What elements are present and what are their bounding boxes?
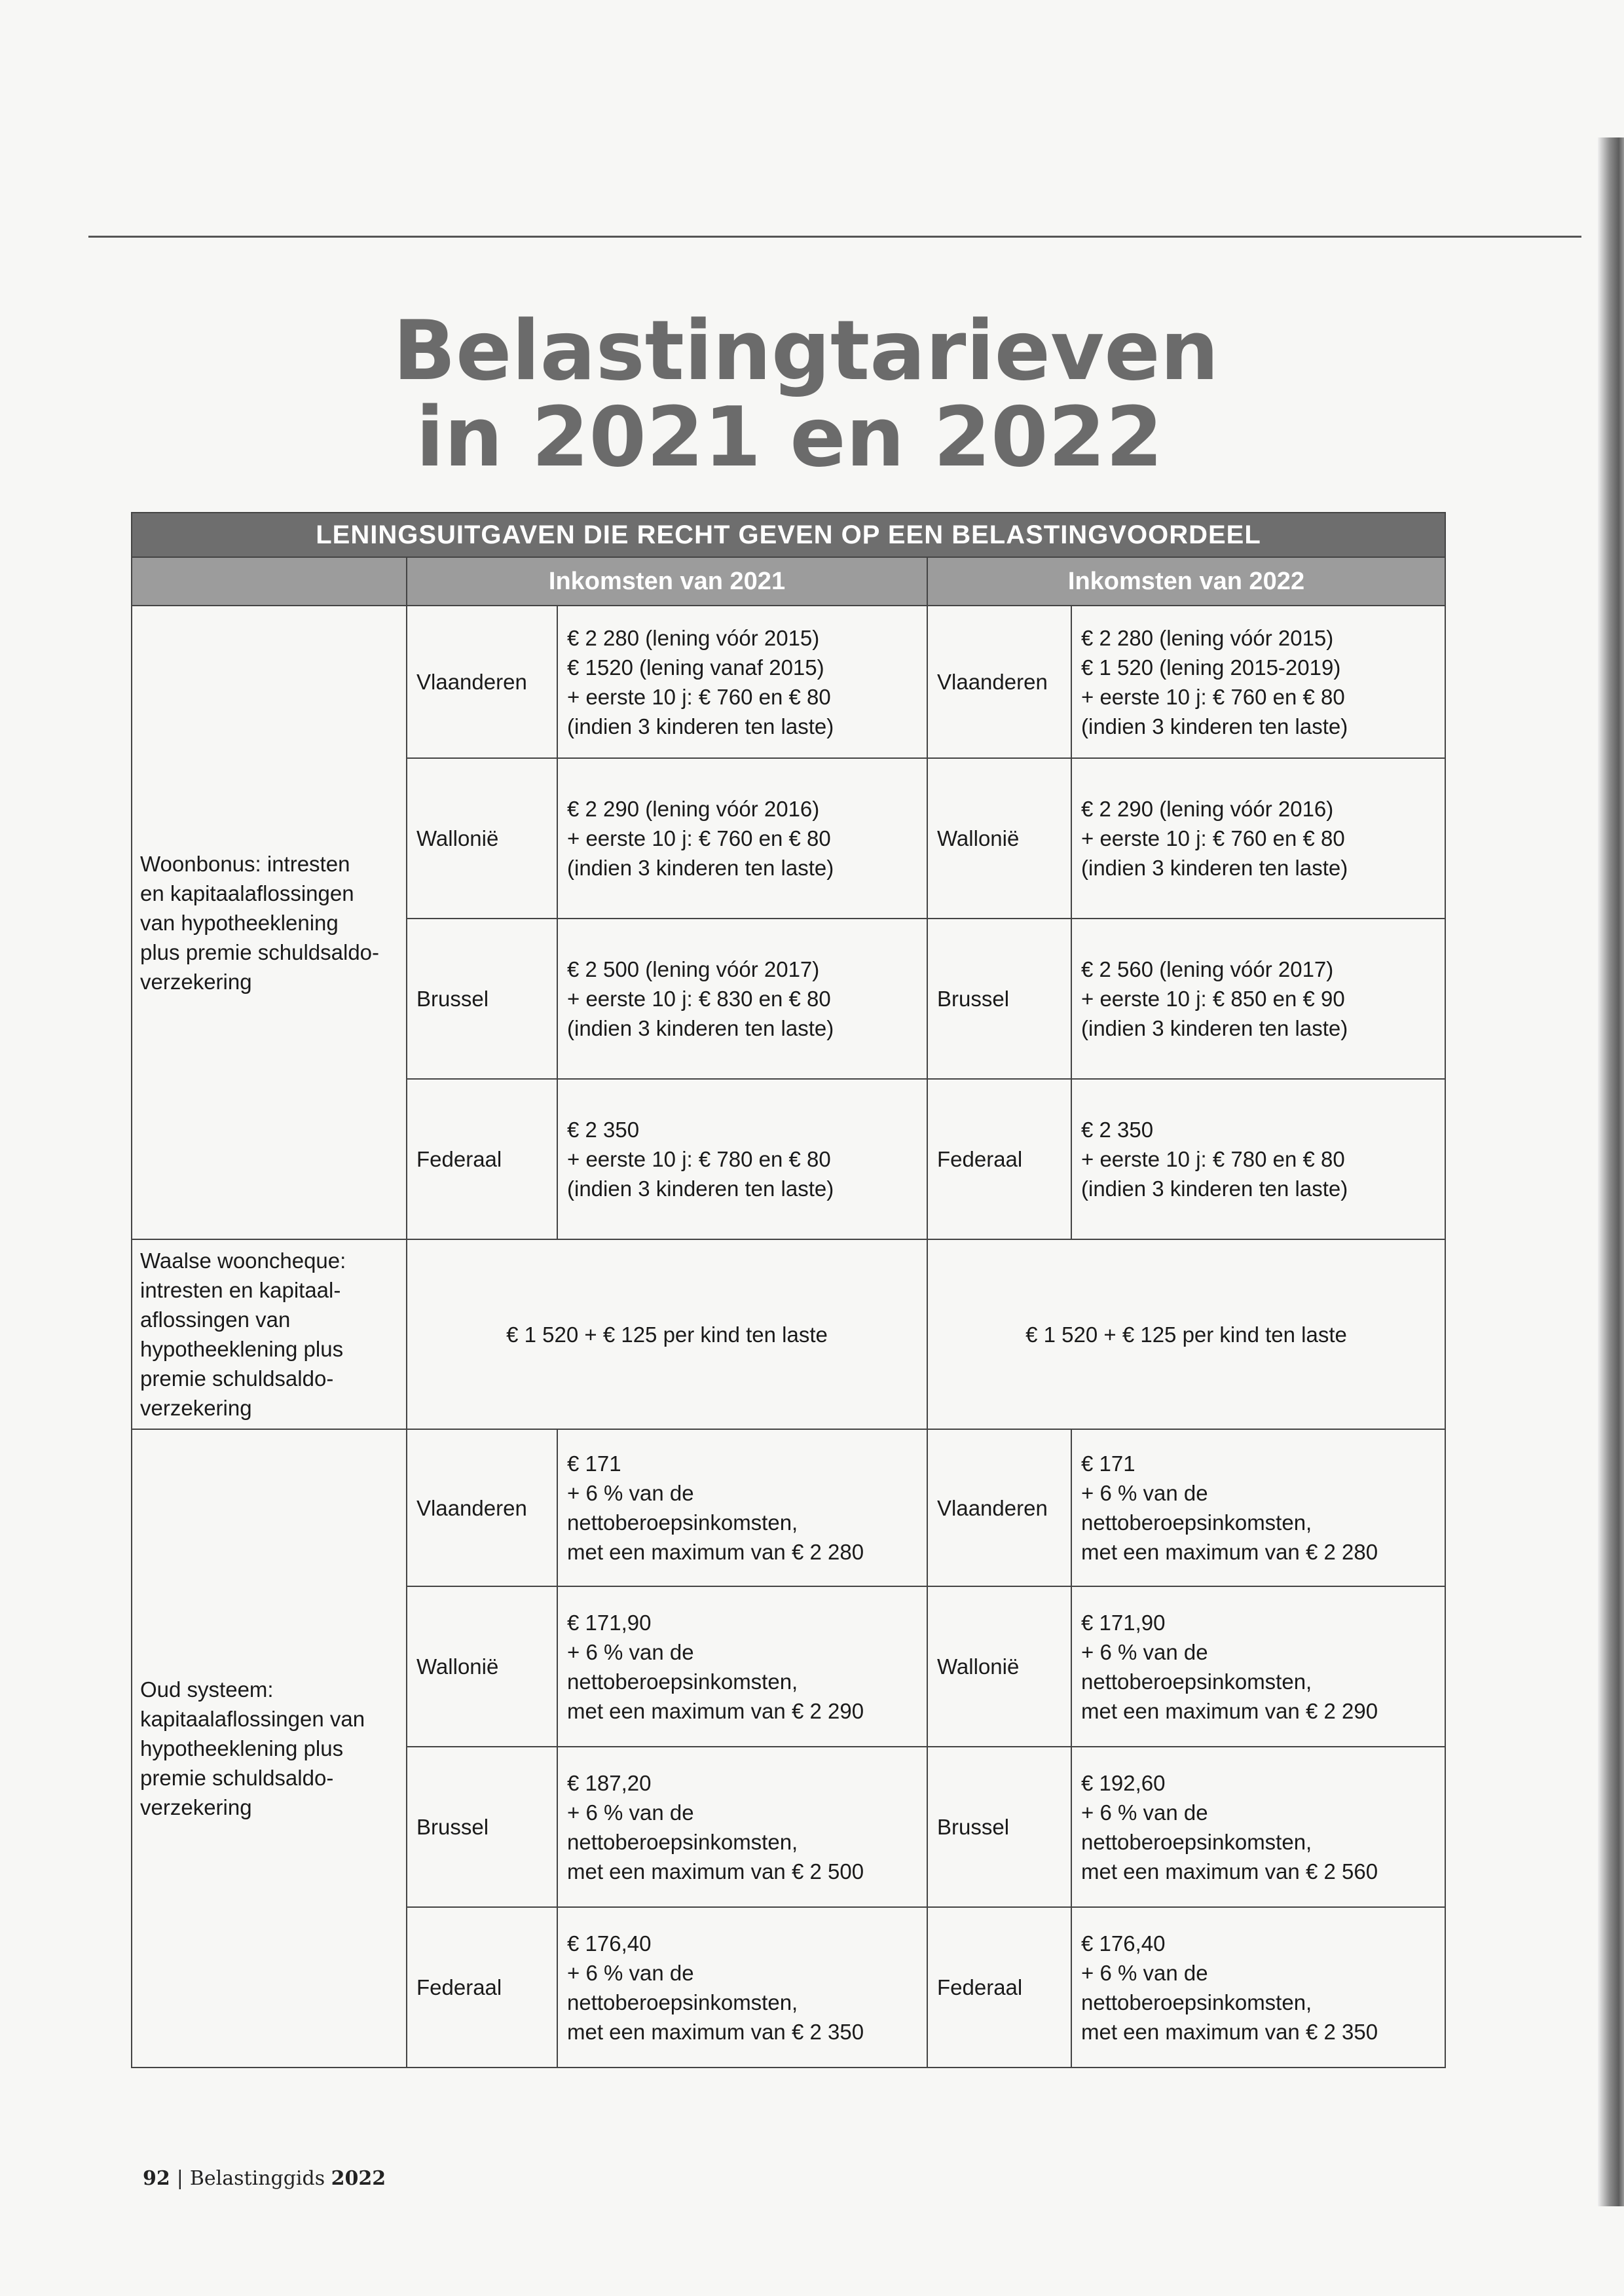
amount-cell: € 171 + 6 % van de nettoberoepsinkomsten, met een maximum van € 2 280	[557, 1429, 927, 1586]
page-title-line2: in 2021 en 2022	[416, 389, 1164, 485]
publication-name: Belastinggids	[189, 2167, 325, 2190]
amount-cell: € 2 280 (lening vóór 2015) € 1 520 (lening 2015-2019) + eerste 10 j: € 760 en € 80 (indien 3 kinderen ten laste)	[1071, 606, 1445, 758]
region-cell: Vlaanderen	[927, 1429, 1071, 1586]
amount-cell: € 2 350 + eerste 10 j: € 780 en € 80 (indien 3 kinderen ten laste)	[557, 1079, 927, 1239]
region-cell: Wallonië	[927, 758, 1071, 919]
amount-cell: € 187,20 + 6 % van de nettoberoepsinkomsten, met een maximum van € 2 500	[557, 1747, 927, 1907]
amount-cell: € 176,40 + 6 % van de nettoberoepsinkomsten, met een maximum van € 2 350	[557, 1907, 927, 2068]
table-subheader-row	[132, 557, 1445, 606]
amount-cell: € 2 290 (lening vóór 2016) + eerste 10 j: € 760 en € 80 (indien 3 kinderen ten laste)	[557, 758, 927, 919]
amount-cell: € 2 280 (lening vóór 2015) € 1520 (lening vanaf 2015) + eerste 10 j: € 760 en € 80 (indien 3 kinderen ten laste)	[557, 606, 927, 758]
tax-rates-table	[131, 512, 1446, 2068]
footer-separator: |	[176, 2167, 183, 2190]
amount-cell: € 171,90 + 6 % van de nettoberoepsinkomsten, met een maximum van € 2 290	[557, 1586, 927, 1747]
amount-cell: € 1 520 + € 125 per kind ten laste	[407, 1239, 927, 1429]
table-row	[132, 1429, 1445, 1586]
region-cell: Brussel	[927, 1747, 1071, 1907]
table-main-header: LENINGSUITGAVEN DIE RECHT GEVEN OP EEN BELASTINGVOORDEEL	[132, 513, 1445, 557]
category-woonbonus: Woonbonus: intresten en kapitaalaflossingen van hypotheeklening plus premie schuldsaldo- verzekering	[132, 606, 407, 1239]
region-cell: Federaal	[927, 1079, 1071, 1239]
region-cell: Wallonië	[407, 758, 557, 919]
category-wooncheque: Waalse wooncheque: intresten en kapitaal- aflossingen van hypotheeklening plus premie schuldsaldo- verzekering	[132, 1239, 407, 1429]
publication-year: 2022	[331, 2167, 386, 2190]
amount-cell: € 2 500 (lening vóór 2017) + eerste 10 j: € 830 en € 80 (indien 3 kinderen ten laste)	[557, 919, 927, 1079]
region-cell: Wallonië	[407, 1586, 557, 1747]
amount-cell: € 176,40 + 6 % van de nettoberoepsinkomsten, met een maximum van € 2 350	[1071, 1907, 1445, 2068]
table-row	[132, 606, 1445, 758]
amount-cell: € 2 290 (lening vóór 2016) + eerste 10 j: € 760 en € 80 (indien 3 kinderen ten laste)	[1071, 758, 1445, 919]
amount-cell: € 192,60 + 6 % van de nettoberoepsinkomsten, met een maximum van € 2 560	[1071, 1747, 1445, 1907]
region-cell: Brussel	[407, 919, 557, 1079]
table-row	[132, 1239, 1445, 1429]
amount-cell: € 2 560 (lening vóór 2017) + eerste 10 j: € 850 en € 90 (indien 3 kinderen ten laste)	[1071, 919, 1445, 1079]
region-cell: Federaal	[407, 1907, 557, 2068]
region-cell: Vlaanderen	[407, 606, 557, 758]
column-header-2021: Inkomsten van 2021	[407, 557, 927, 606]
page-footer	[143, 2167, 386, 2190]
region-cell: Brussel	[407, 1747, 557, 1907]
column-header-2022: Inkomsten van 2022	[927, 557, 1445, 606]
page-number: 92	[143, 2167, 170, 2190]
subheader-blank	[132, 557, 407, 606]
amount-cell: € 171,90 + 6 % van de nettoberoepsinkomsten, met een maximum van € 2 290	[1071, 1586, 1445, 1747]
amount-cell: € 1 520 + € 125 per kind ten laste	[927, 1239, 1445, 1429]
region-cell: Vlaanderen	[407, 1429, 557, 1586]
page-title-line1: Belastingtarieven	[393, 302, 1219, 399]
table-header-row	[132, 513, 1445, 557]
region-cell: Wallonië	[927, 1586, 1071, 1747]
region-cell: Vlaanderen	[927, 606, 1071, 758]
page-title	[393, 302, 1244, 485]
category-oud-systeem: Oud systeem: kapitaalaflossingen van hypotheeklening plus premie schuldsaldo- verzekering	[132, 1429, 407, 2068]
region-cell: Brussel	[927, 919, 1071, 1079]
top-rule	[88, 236, 1581, 238]
region-cell: Federaal	[927, 1907, 1071, 2068]
book-spine-shadow	[1598, 137, 1624, 2206]
amount-cell: € 2 350 + eerste 10 j: € 780 en € 80 (indien 3 kinderen ten laste)	[1071, 1079, 1445, 1239]
region-cell: Federaal	[407, 1079, 557, 1239]
amount-cell: € 171 + 6 % van de nettoberoepsinkomsten, met een maximum van € 2 280	[1071, 1429, 1445, 1586]
